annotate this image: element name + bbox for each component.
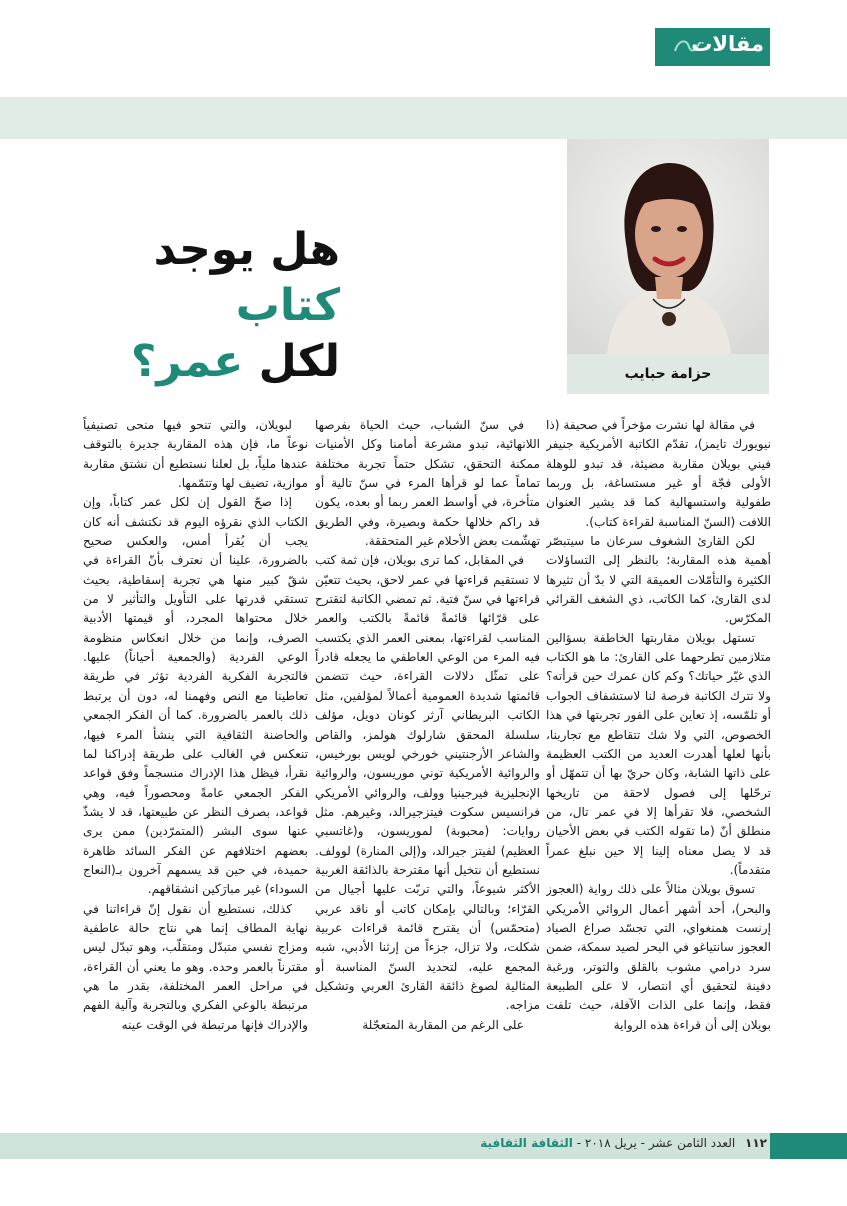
title-text: هل يوجد: [153, 224, 340, 275]
author-photo-frame: [567, 139, 769, 394]
article-title: [80, 222, 340, 390]
author-portrait-image: [567, 139, 769, 354]
title-highlight: كتاب: [235, 280, 340, 331]
article-column-3: [83, 416, 308, 1206]
paragraph: على الرغم من المقاربة المتعجّلة: [362, 1017, 524, 1032]
paragraph: كذلك، نستطيع أن نقول إنّ قراءاتنا في نهاية المطاف إنما هي نتاج حالة عاطفية ومزاج نفسي متبدّل ومتقلّب، وهو تبدّل ليس مقترناً بالعمر وحده. وهو ما يعني أن القراءة، في مراحل العمر المختلفة، بقدر ما هي مرتبطة بالوعي الفكري وبالتجربة وآلية الفهم والإدراك فإنها مرتبطة في الوقت عينه: [83, 901, 308, 1032]
title-line-1: [80, 222, 340, 334]
paragraph: لكن القارئ الشغوف سرعان ما سيتبصّر أهمية هذه المقاربة؛ بالنظر إلى التساؤلات الكثيرة والتأمّلات العميقة التي لا بدّ أن تثيرها لدى القارئ، كما الكاتب، ذي الشغف القرائي المكرّس.: [546, 534, 771, 626]
footer-text: [480, 1136, 767, 1150]
footer-band: [0, 1133, 847, 1159]
paragraph: في مقالة لها نشرت مؤخراً في صحيفة (ذا نيويورك تايمز)، تقدّم الكاتبة الأمريكية جنيفر فيني بويلان مقاربة مضيئة، قد تبدو للوهلة الأولى فجّة أو غير مستساغة، بل وربما طفولية واستسهالية كما قد يشير العنوان اللافت (السنّ المناسبة لقراءة كتاب).: [546, 418, 771, 529]
section-label: مقالات: [691, 32, 764, 56]
paragraph: تسوق بويلان مثالاً على ذلك رواية (العجوز والبحر)، أحد أشهر أعمال الروائي الأمريكي إرنست همنغواي، التي تجسّد صراع الصياد العجوز سانتياغو في البحر لصيد سمكة، ضمن سرد درامي مشوب بالقلق والتوتر، ورغبة دفينة لتحقيق أي انتصار، لا على الطبيعة فقط، وإنما على الذات الآفلة، حيث تلفت بويلان إلى أن قراءة هذه الرواية: [546, 882, 771, 1032]
paragraph: لبويلان، والتي تنحو فيها منحى تصنيفياً نوعاً ما، فإن هذه المقاربة جديرة بالتوقف عندها ملياً، بل لعلنا نستطيع أن نشتق مقاربة موازية، تضيف لها وتتمّمها.: [83, 418, 308, 491]
magazine-name: الثقافة الثقافية: [480, 1136, 573, 1150]
paragraph: تستهل بويلان مقاربتها الخاطفة بسؤالين متلازمين تطرحهما على القارئ: ما هو الكتاب الذي غيّر حياتك؟ وكم كان عمرك حين قرأته؟ ولا تترك الكاتبة فرصة لنا لاستشفاف الجواب أو تلمّسه، إذ تعاين على الفور تجربتها في هذا الخصوص، التي ولا شك تتقاطع مع تجاربنا، بأنها لعلها أهدرت العديد من الكتب العظيمة على ذاتها الشابة، وكان حريّ بها أن تتمهّل أو ترحّلها إلى فصول لاحقة من تاريخها الشخصي، فلا تقرأها إلا في عمر تال، من منطلق أنّ (ما تقوله الكتب في بعض الأحيان قد لا يصل معناه إلينا إلا حين نبلغ عمراً متقدماً).: [546, 630, 771, 877]
title-highlight: عمر؟: [130, 336, 244, 387]
paragraph: في المقابل، كما ترى بويلان، فإن ثمة كتب لا تستقيم قراءتها في عمر لاحق، بحيث تتعيّن قراءتها في سنّ فتية. ثم تمضي الكاتبة لتقترح على قرّائها قائمةً قائمةً بالكتب والعمر المناسب لقراءتها، بمعنى العمر الذي يكتسب فيه المرء من الوعي العاطفي ما يجعله قادراً على تمثّل دلالات القراءة، حيث تتضمن قائمتها شديدة العمومية أعمالاً لمؤلفين، مثل الكاتب البريطاني آرثر كونان دويل، مؤلف سلسلة المحقق شارلوك هولمز، والقاص والشاعر الأرجنتيني خورخي لويس بورخيس، والروائية الأمريكية توني موريسون، والروائية الإنجليزية فيرجينيا وولف، والروائي الأمريكي فرانسيس سكوت فيتزجيرالد، وغيرهم. مثل روايات: (محبوبة) لموريسون، و(غاتسبي العظيم) لفيتز جيرالد، و(إلى المنارة) لوولف. نستطيع أن نتخيل أنها مقترحة بالذائقة الغربية الأكثر شيوعاً، والتي تربّت عليها أجيال من القرّاء؛ وبالتالي بإمكان كاتب أو ناقد عربي (متحمّس) أن يقترح قائمة قراءات عربية شكلت، ولا تزال، جزءاً من إرثنا الأدبي، شبه المجمع عليه، لتحديد السنّ المناسبة أو المثالية لصوغ ذائقة القارئ العربي وتشكيل مزاجه.: [315, 553, 540, 1013]
author-name: حزامة حبايب: [624, 366, 712, 382]
paragraph: في سنّ الشباب، حيث الحياة بفرصها اللانهائية، تبدو مشرعة أمامنا وكل الأمنيات ممكنة التحقق، تشكل حتماً تجربة مختلفة تماماً عما لو قرأها المرء في سنّ تالية أو متأخرة، في أواسط العمر ربما أو بعده، يكون قد راكم خلالها حكمة وبصيرة، وفي الطريق تهشّمت بعض الأحلام غير المتحققة.: [315, 418, 540, 549]
header-band: [0, 97, 847, 139]
article-column-2: [315, 416, 540, 1206]
title-line-2: [80, 334, 340, 390]
section-tab: [655, 28, 770, 66]
title-text: لكل: [243, 336, 340, 387]
page-number: ١١٢: [745, 1136, 767, 1150]
footer-accent-block: [770, 1133, 847, 1159]
article-column-1: [546, 416, 771, 1206]
paragraph: إذا صحّ القول إن لكل عمر كتاباً، وإن الكتاب الذي نقرؤه اليوم قد نكتشف أنه كان يجب أن يُقرأ أمس، والعكس صحيح بالضرورة، علينا أن نعترف بأنّ القراءة في شقّ كبير منها هي تجربة إسقاطية، بحيث تستقي قدرتها على التأويل والتأثير لا من خلال محتواها المجرد، أو قيمتها الأدبية الصرف، وإنما من خلال انعكاس منظومة الوعي الفردية (والجمعية أحياناً) عليها. فالتجربة الفكرية الفردية تؤثر في طريقة تعاطينا مع النص وفهمنا له، دون أن يرتبط ذلك بالعمر بالضرورة. كما أن الفكر الجمعي والحاضنة الثقافية التي ينشأ المرء فيها، تنعكس في الغالب على طريقة إدراكنا لما نقرأ، فيظل هذا الإدراك منسجماً وفق قواعد الفكر الجمعي عامةً ومحصوراً فيه، وهي قواعد، بصرف النظر عن طبيعتها، قد لا يشذّ عنها سوى البشر (المتمرّدين) ممن يرى بعضهم اختلافهم عن الفكر السائد ظاهرة حميدة، في حين قد يسمهم آخرون بـ(النعاج السوداء) غير مبارَكين انشقاقهم.: [83, 495, 308, 897]
issue-info: العدد الثامن عشر - يريل ٢٠١٨ -: [576, 1136, 736, 1150]
